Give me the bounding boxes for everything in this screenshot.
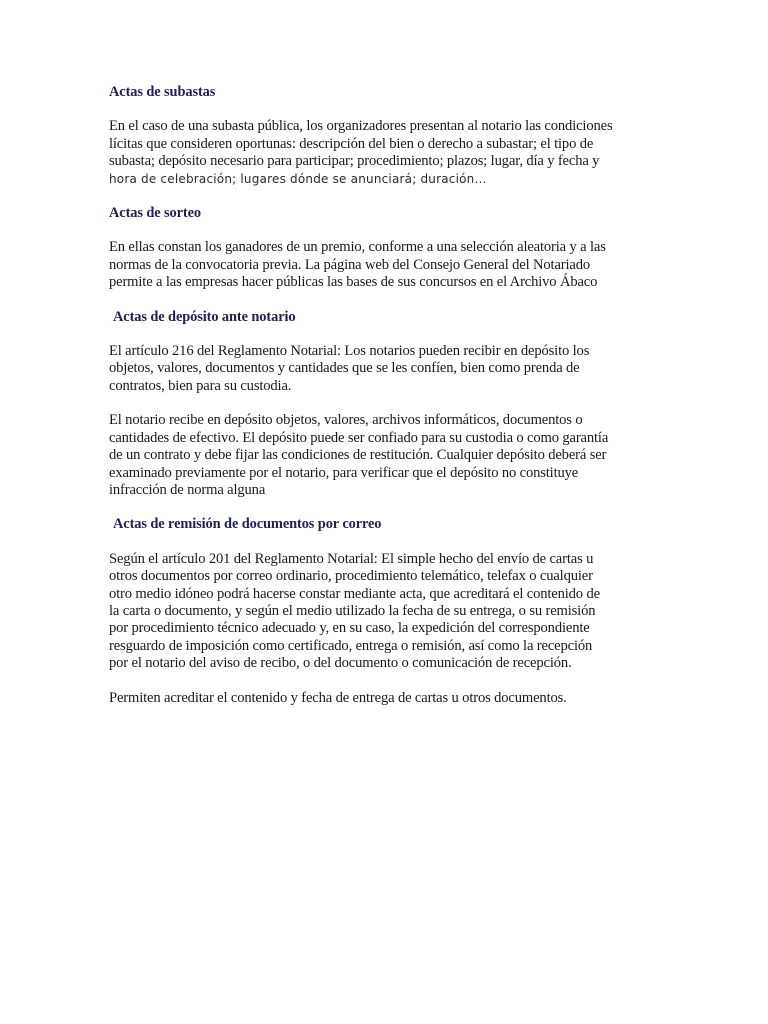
heading-actas-de-deposito: Actas de depósito ante notario xyxy=(113,308,296,325)
paragraph-deposito-detalle xyxy=(109,412,649,499)
text-line: por el notario del aviso de recibo, o del documento o comunicación de recepción. xyxy=(109,655,572,672)
paragraph-subastas xyxy=(109,118,649,188)
text-line: En el caso de una subasta pública, los organizadores presentan al notario las condiciones xyxy=(109,118,613,135)
text-line: cantidades de efectivo. El depósito puede ser confiado para su custodia o como garantía xyxy=(109,429,609,446)
text-line: contratos, bien para su custodia. xyxy=(109,377,292,394)
text-line: resguardo de imposición como certificado, entrega o remisión, así como la recepción xyxy=(109,637,593,654)
paragraph-sorteo xyxy=(109,239,649,291)
text-line: Según el artículo 201 del Reglamento Notarial: El simple hecho del envío de cartas u xyxy=(109,550,594,567)
heading-actas-de-sorteo: Actas de sorteo xyxy=(109,205,202,222)
text-line: El artículo 216 del Reglamento Notarial: Los notarios pueden recibir en depósito los xyxy=(109,343,590,360)
text-line: otro medio idóneo podrá hacerse constar mediante acta, que acreditará el contenido de xyxy=(109,585,600,602)
text-line: examinado previamente por el notario, para verificar que el depósito no constituye xyxy=(109,464,579,481)
text-line: de un contrato y debe fijar las condiciones de restitución. Cualquier depósito deberá ser xyxy=(109,447,607,464)
text-line: permite a las empresas hacer públicas las bases de sus concursos en el Archivo Ábaco xyxy=(109,274,598,291)
paragraph-deposito-articulo xyxy=(109,343,649,395)
paragraph-remision-articulo xyxy=(109,551,649,673)
text-line: por procedimiento técnico adecuado y, en su caso, la expedición del correspondiente xyxy=(109,620,590,637)
text-line: objetos, valores, documentos y cantidades que se les confíen, bien como prenda de xyxy=(109,360,580,377)
text-line: lícitas que consideren oportunas: descripción del bien o derecho a subastar; el tipo de xyxy=(109,135,594,152)
text-line: El notario recibe en depósito objetos, valores, archivos informáticos, documentos o xyxy=(109,412,583,429)
paragraph-remision-resumen xyxy=(109,690,649,707)
text-line: otros documentos por correo ordinario, procedimiento telemático, telefax o cualquier xyxy=(109,568,593,585)
heading-actas-de-subastas: Actas de subastas xyxy=(109,84,216,100)
text-line: infracción de norma alguna xyxy=(109,481,266,498)
text-line: hora de celebración; lugares dónde se anunciará; duración… xyxy=(109,171,487,186)
document-body xyxy=(109,84,649,724)
text-line: En ellas constan los ganadores de un premio, conforme a una selección aleatoria y a las xyxy=(109,239,606,256)
heading-actas-de-remision: Actas de remisión de documentos por correo xyxy=(113,516,382,533)
text-line: normas de la convocatoria previa. La página web del Consejo General del Notariado xyxy=(109,256,591,273)
text-line: la carta o documento, y según el medio utilizado la fecha de su entrega, o su remisión xyxy=(109,602,596,619)
text-line: Permiten acreditar el contenido y fecha de entrega de cartas u otros documentos. xyxy=(109,689,567,706)
text-line: subasta; depósito necesario para participar; procedimiento; plazos; lugar, día y fecha y xyxy=(109,153,600,170)
